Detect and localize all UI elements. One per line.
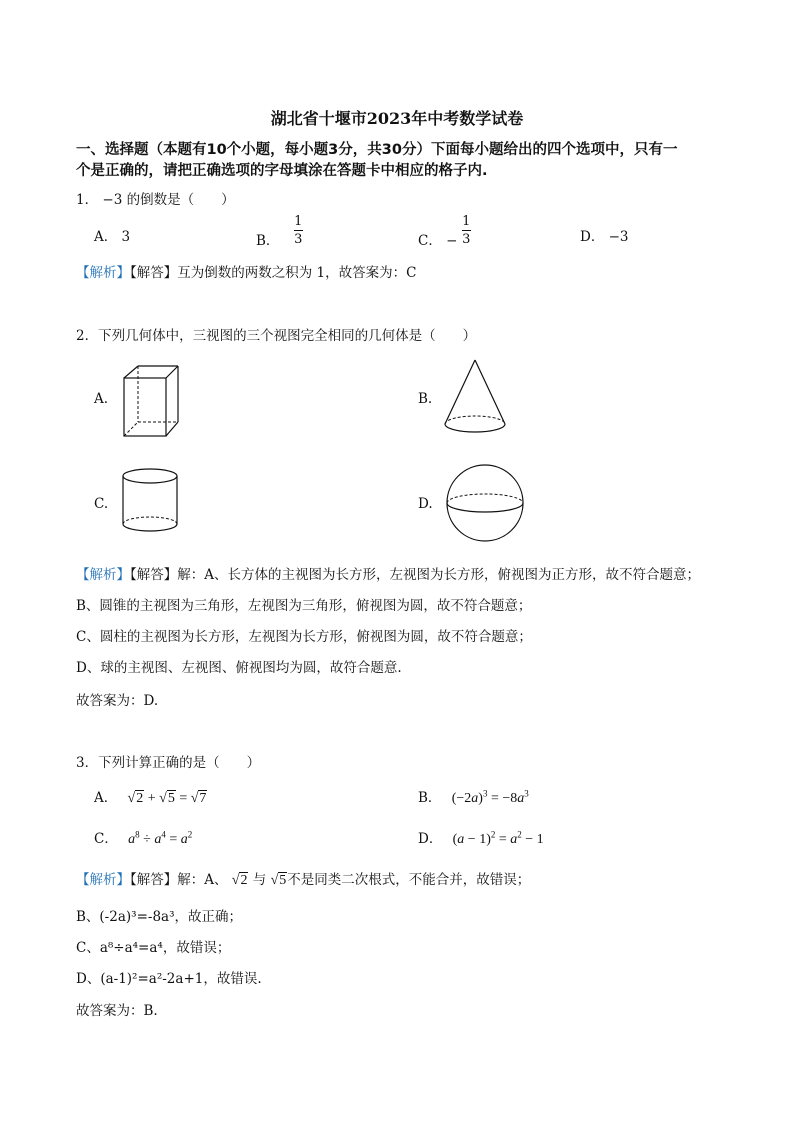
q3-option-d <box>418 827 544 848</box>
q3-analysis-text-c: 不是同类二次根式，不能合并，故错误； <box>287 872 531 888</box>
q3-option-a-formula: √2 + √5 = √7 <box>127 791 207 806</box>
q3-option-c-label: C． <box>94 831 118 847</box>
q3-option-b <box>418 786 529 807</box>
q1-option-c-fraction <box>462 214 471 247</box>
q2-analysis-line4: D、球的主视图、左视图、俯视图均为圆，故符合题意. <box>76 660 402 676</box>
q1-stem: 1． −3 的倒数是（ ） <box>76 192 235 208</box>
q1-option-c-label: C． − <box>418 233 458 249</box>
q3-option-a-label: A． <box>94 790 118 806</box>
q1-option-b-fraction <box>294 214 303 247</box>
q3-analysis-line1 <box>76 868 530 889</box>
q2-analysis-line1 <box>76 563 700 583</box>
q3-analysis-tag: 【解析】 <box>76 872 130 888</box>
q2-option-a-label: A. <box>94 391 109 407</box>
q3-analysis-line4: D、(a-1)²=a²-2a+1，故错误. <box>76 971 262 987</box>
q3-option-c-formula: $a^8 \div a^4 = a^2$ <box>128 829 193 847</box>
q1-option-b-denominator: 3 <box>294 232 303 247</box>
q2-analysis-line3: C、圆柱的主视图为长方形，左视图为长方形，俯视图为圆，故不符合题意； <box>76 629 532 645</box>
q2-option-c-label: C. <box>94 496 109 512</box>
q3-option-b-label: B． <box>418 790 442 806</box>
q1-option-c <box>418 214 471 247</box>
q3-option-a <box>94 786 207 807</box>
q1-option-b <box>256 214 303 247</box>
q2-analysis-text: 【解答】解：A、长方体的主视图为长方形，左视图为长方形，俯视图为正方形，故不符合题意； <box>130 567 700 583</box>
q3-option-d-formula: $(a - 1)^2 = a^2 - 1$ <box>452 829 544 847</box>
q3-option-b-formula: $(-2a)^3 = -8a^3$ <box>451 788 529 806</box>
q2-answer: 故答案为：D. <box>76 693 159 709</box>
cuboid-figure <box>118 362 184 442</box>
q3-option-d-label: D． <box>418 831 443 847</box>
q1-option-b-label: B． <box>256 233 280 249</box>
q2-analysis-line2: B、圆锥的主视图为三角形，左视图为三角形，俯视图为圆，故不符合题意； <box>76 598 532 614</box>
q1-analysis-text: 【解答】互为倒数的两数之积为 1，故答案为：C <box>130 265 417 281</box>
q3-stem: 3．下列计算正确的是（ ） <box>76 755 261 771</box>
q1-option-a: A． 3 <box>94 229 131 245</box>
q1-analysis <box>76 261 416 281</box>
q3-analysis-text-a: 【解答】解：A、 <box>130 872 228 888</box>
section-header-line2: 个是正确的，请把正确选项的字母填涂在答题卡中相应的格子内. <box>76 163 488 179</box>
section-header-line1: 一、选择题（本题有10个小题，每小题3分，共30分）下面每小题给出的四个选项中，只有一 <box>76 142 678 158</box>
sphere-figure <box>444 462 526 544</box>
page-title: 湖北省十堰市2023年中考数学试卷 <box>270 109 524 128</box>
q2-stem: 2．下列几何体中，三视图的三个视图完全相同的几何体是（ ） <box>76 328 477 344</box>
q1-analysis-tag: 【解析】 <box>76 265 130 281</box>
q2-option-b-label: B. <box>418 391 433 407</box>
q1-option-c-numerator: 1 <box>462 214 471 229</box>
q3-analysis-text-b: 与 <box>252 872 267 888</box>
q3-analysis-sqrt2: √2 <box>231 873 248 888</box>
q1-option-b-numerator: 1 <box>294 214 303 229</box>
cone-figure <box>442 358 508 436</box>
cylinder-figure <box>118 466 182 536</box>
q3-analysis-sqrt5: √5 <box>270 873 287 888</box>
q2-analysis-tag: 【解析】 <box>76 567 130 583</box>
q2-option-d-label: D. <box>418 496 433 512</box>
q3-answer: 故答案为：B. <box>76 1003 158 1019</box>
q3-analysis-line2: B、(-2a)³=-8a³，故正确； <box>76 909 242 925</box>
q1-option-d: D． −3 <box>580 229 629 245</box>
q3-option-c <box>94 827 192 848</box>
q1-option-c-denominator: 3 <box>462 232 471 247</box>
q3-analysis-line3: C、a⁸÷a⁴=a⁴，故错误； <box>76 940 231 956</box>
